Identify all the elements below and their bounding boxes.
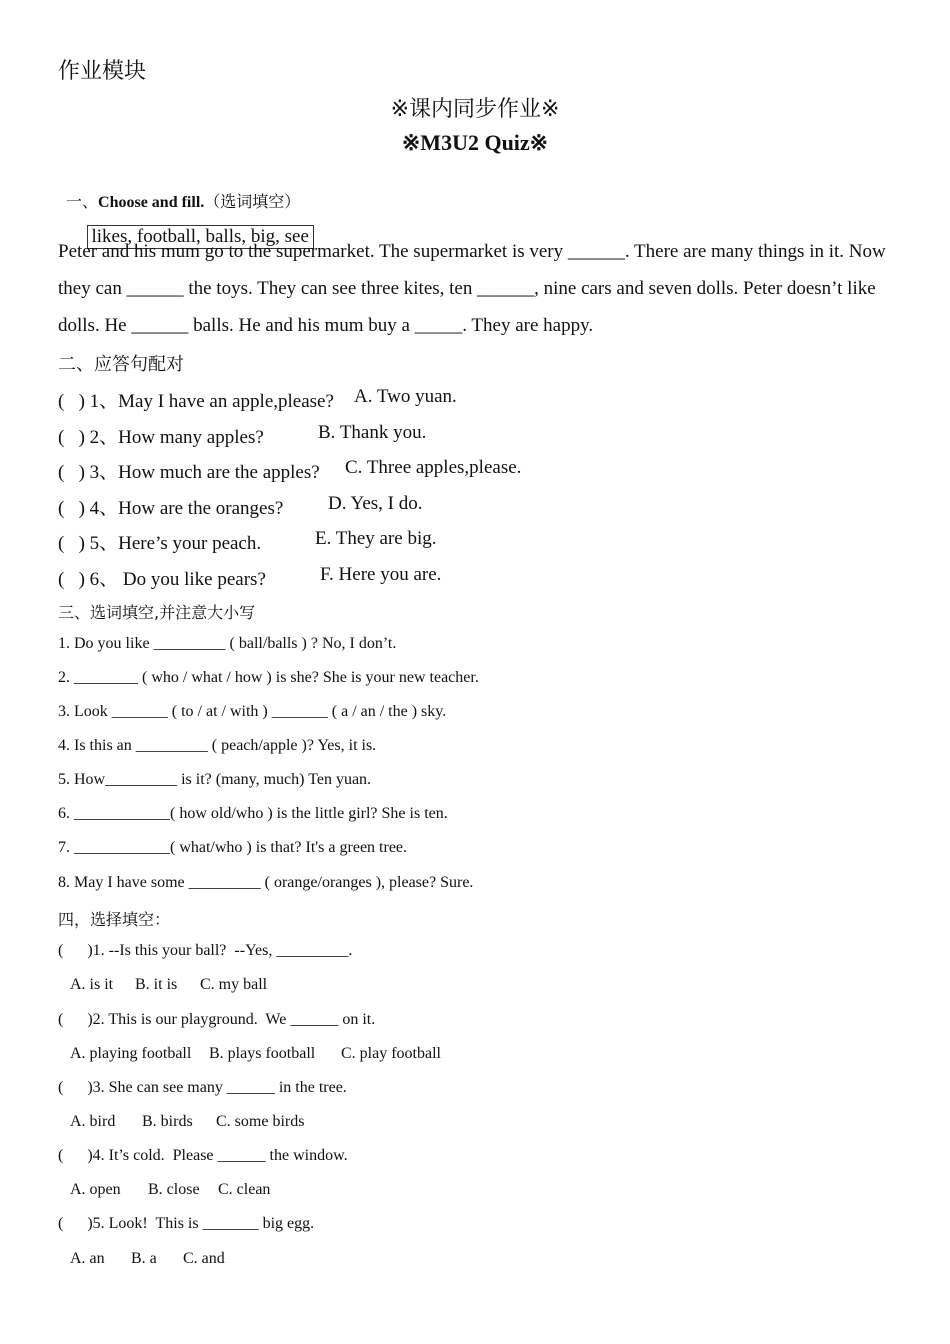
choice-question: ( )5. Look! This is _______ big egg. bbox=[58, 1215, 315, 1232]
match-question: ( ) 2、How many apples? bbox=[58, 427, 264, 448]
fill-item: 5. How_________ is it? (many, much) Ten yuan. bbox=[58, 771, 372, 788]
passage-line: Peter and his mum go to the supermarket. The supermarket is very ______. There are many things in it. Now bbox=[58, 241, 886, 262]
match-question: ( ) 4、How are the oranges? bbox=[58, 498, 284, 519]
choice-option: C. some birds bbox=[216, 1113, 305, 1130]
choice-question: ( )1. --Is this your ball? --Yes, _________. bbox=[58, 942, 353, 959]
choice-option: A. an bbox=[70, 1250, 105, 1267]
section3-heading: 三、选词填空,并注意大小写 bbox=[58, 603, 256, 622]
fill-item: 7. ____________( what/who ) is that? It's a green tree. bbox=[58, 839, 408, 856]
choice-option: B. it is bbox=[135, 976, 178, 993]
choice-option: A. is it bbox=[70, 976, 114, 993]
choice-question: ( )3. She can see many ______ in the tree. bbox=[58, 1079, 347, 1096]
fill-item: 4. Is this an _________ ( peach/apple )? Yes, it is. bbox=[58, 737, 377, 754]
choice-option: C. and bbox=[183, 1250, 225, 1267]
match-question: ( ) 5、Here’s your peach. bbox=[58, 533, 262, 554]
choice-option: B. close bbox=[148, 1181, 200, 1198]
match-answer: B. Thank you. bbox=[318, 422, 427, 443]
module-label: 作业模块 bbox=[58, 59, 147, 84]
choice-option: B. a bbox=[131, 1250, 157, 1267]
match-question: ( ) 3、How much are the apples? bbox=[58, 462, 320, 483]
choice-question: ( )4. It’s cold. Please ______ the window. bbox=[58, 1147, 348, 1164]
choice-option: A. playing football bbox=[70, 1045, 192, 1062]
fill-item: 1. Do you like _________ ( ball/balls ) ? No, I don’t. bbox=[58, 635, 397, 652]
choice-option: A. bird bbox=[70, 1113, 116, 1130]
match-answer: E. They are big. bbox=[315, 528, 437, 549]
word-box-text: likes, football, balls, big, see bbox=[87, 225, 314, 249]
match-answer: F. Here you are. bbox=[320, 564, 442, 585]
subtitle: ※课内同步作业※ bbox=[390, 97, 560, 122]
section1-title: Choose and fill. bbox=[98, 194, 205, 211]
match-answer: C. Three apples,please. bbox=[345, 457, 522, 478]
fill-item: 8. May I have some _________ ( orange/oranges ), please? Sure. bbox=[58, 874, 474, 891]
section1-number: 一、 bbox=[66, 192, 99, 211]
match-question: ( ) 6、 Do you like pears? bbox=[58, 569, 266, 590]
section4-heading: 四，选择填空： bbox=[58, 910, 171, 929]
choice-option: C. my ball bbox=[200, 976, 268, 993]
section1-title-cn: （选词填空） bbox=[204, 192, 301, 211]
choice-option: B. birds bbox=[142, 1113, 193, 1130]
choice-question: ( )2. This is our playground. We ______ on it. bbox=[58, 1011, 376, 1028]
section2-heading: 二、应答句配对 bbox=[58, 354, 184, 375]
passage-line: they can ______ the toys. They can see three kites, ten ______, nine cars and seven dolls. Peter doesn’t like bbox=[58, 278, 876, 299]
match-answer: D. Yes, I do. bbox=[328, 493, 423, 514]
match-question: ( ) 1、May I have an apple,please? bbox=[58, 391, 334, 412]
choice-option: A. open bbox=[70, 1181, 121, 1198]
choice-option: C. play football bbox=[341, 1045, 441, 1062]
choice-option: B. plays football bbox=[209, 1045, 316, 1062]
page-title: ※M3U2 Quiz※ bbox=[401, 130, 549, 155]
choice-option: C. clean bbox=[218, 1181, 271, 1198]
passage-line: dolls. He ______ balls. He and his mum buy a _____. They are happy. bbox=[58, 315, 594, 336]
match-answer: A. Two yuan. bbox=[354, 386, 457, 407]
fill-item: 2. ________ ( who / what / how ) is she? She is your new teacher. bbox=[58, 669, 479, 686]
fill-item: 3. Look _______ ( to / at / with ) _______ ( a / an / the ) sky. bbox=[58, 703, 447, 720]
fill-item: 6. ____________( how old/who ) is the little girl? She is ten. bbox=[58, 805, 448, 822]
